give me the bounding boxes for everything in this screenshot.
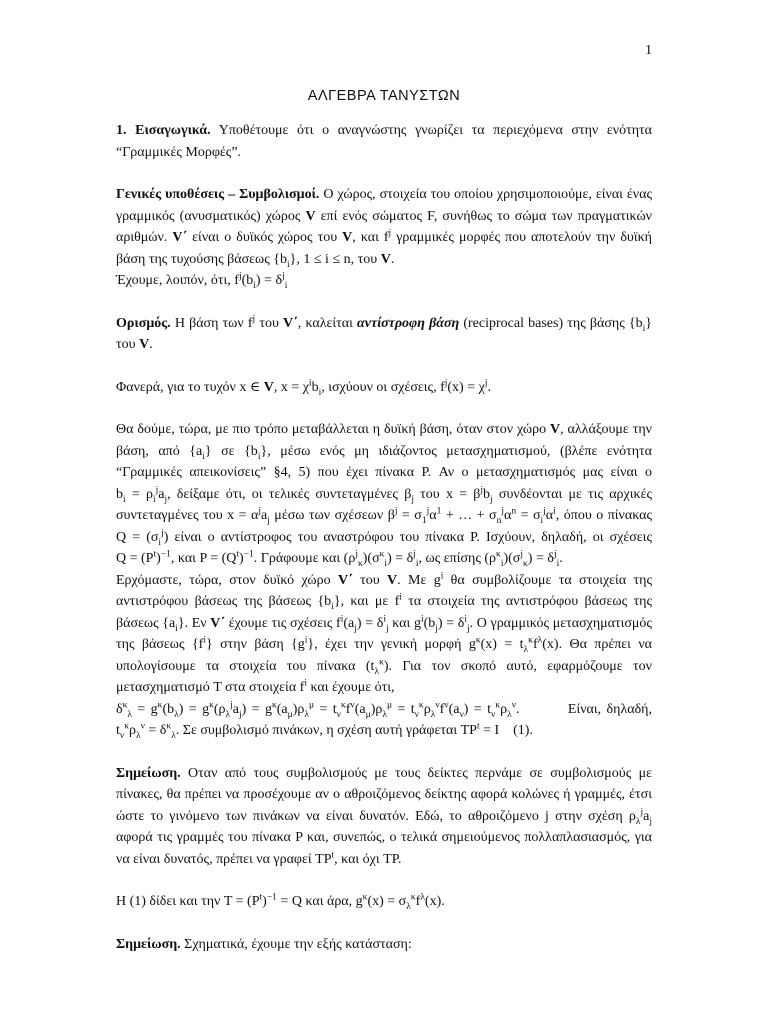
definition-term: αντίστροφη βάση (357, 315, 460, 331)
page-number: 1 (645, 43, 652, 58)
assumptions-heading: Γενικές υποθέσεις – Συμβολισμοί. (116, 187, 320, 202)
intro-heading: 1. Εισαγωγικά. (116, 123, 211, 138)
note1-paragraph: Σημείωση. Οταν από τους συμβολισμούς με τους δείκτες περνάμε σε συμβολισμούς με πίνακες, θα πρέπει να προσέχουμε αν ο αθροιζόμενος δείκτης αφορά κολώνες ή γραμμές, έτσι ώστε το γινόμενο των πινάκων να είναι δυνατόν. Εδώ, το αθροιζόμενο j στην σχέση $\rho_\lambda^ja_j$ αφορά τις γραμμές του πίνακα P και, συνεπώς, ο τελικά σημειούμενος πολλαπλασιασμός, για να είναι δυνατός, πρέπει να γραφεί $TP^t$, και όχι TP. (116, 765, 652, 867)
assumptions-paragraph: Γενικές υποθέσεις – Συμβολισμοί. Ο χώρος, στοιχεία του οποίου χρησιμοποιούμε, είναι ένας γραμμικός (ανυσματικός) χώρος V επί ενός σώματος F, συνήθως το σώμα των πραγματικών αριθμών. V΄ είναι ο δυϊκός χώρος του V, και $f^j$ γραμμικές μορφές που αποτελούν την δυϊκή βάση της τυχούσης βάσεως $\{b_i\}$, 1 ≤ i ≤ n, του V. (116, 187, 652, 270)
change-of-basis-paragraph: Θα δούμε, τώρα, με πιο τρόπο μεταβάλλεται η δυϊκή βάση, όταν στον χώρο V, αλλάξουμε την βάση, από $\{a_i\}$ σε $\{b_i\}$, μέσω ενός μη ιδιάζοντος μετασχηματισμού, (βλέπε ενότητα “Γραμμικές απεικονίσεις” §4, 5) που έχει πίνακα P. Αν ο μετασχηματισμός μας είναι ο $b_i = \rho_i^ja_j$, δείξαμε ότι, οι τελικές συντεταγμένες $\beta_j$ του $x = \beta^jb_j$ συνδέονται με τις αρχικές συντεταγμένες του $x = \alpha^ja_j$ μέσω των σχέσεων $\beta^j = \sigma_1^j\alpha^1$ + … + $\sigma_n^j\alpha^n = \sigma_i^j\alpha^i$, όπου ο πίνακας $Q = (\sigma_i^j)$ είναι ο αντίστροφος του αναστρόφου του πίνακα P. Ισχύουν, δηλαδή, οι σχέσεις $Q = (P^t)^{-1}$, και $P = (Q^t)^{-1}$. Γράφουμε και $(\rho^j_\kappa)(\sigma^\kappa_i) = \delta^j_i$, ως επίσης $(\rho^\kappa_i)(\sigma^j_\kappa) = \delta^j_i$. (116, 422, 653, 569)
definition-heading: Ορισμός. (116, 315, 171, 331)
h1-paragraph: Η (1) δίδει και την $T = (P^t)^{-1} = Q$ και άρα, $g^\kappa(x) = \sigma_\lambda^\kappa f^\lambda(x)$. (116, 892, 445, 912)
note2-heading: Σημείωση. (116, 936, 181, 952)
note1-heading: Σημείωση. (116, 765, 181, 781)
document-body (116, 120, 652, 955)
dual-space-paragraph: Ερχόμαστε, τώρα, στον δυϊκό χώρο V΄ του V. Με $g^i$ θα συμβολίζουμε τα στοιχεία της αντιστρόφου βάσεως της βάσεως $\{b_i\}$, και με $f^i$ τα στοιχεία της αντιστρόφου βάσεως της βάσεως $\{a_i\}$. Εν V΄ έχουμε τις σχέσεις $f^i(a_j) = \delta^i_j$ και $g^i(b_j) = \delta^i_j$. Ο γραμμικός μετασχηματισμός της βάσεως $\{f^i\}$ στην βάση $\{g^i\}$, έχει την γενική μορφή $g^\kappa(x) = t_\lambda^\kappa f^\lambda(x)$. Θα πρέπει να υπολογίσουμε τα στοιχεία του πίνακα $(t_\lambda^\kappa)$. Για τον σκοπό αυτό, εφαρμόζουμε τον μετασχηματισμό T στα στοιχεία $f^i$ και έχουμε ότι, $\delta^\kappa_\lambda = g^\kappa(b_\lambda) = g^\kappa(\rho_\lambda^ja_j) = g^\kappa(a_\mu)\rho_\lambda^\mu = t_\nu^\kappa f^\nu(a_\mu)\rho_\lambda^\mu = t_\nu^\kappa\rho_\lambda^\nu f^\nu(a_\nu) = t_\nu^\kappa\rho_\lambda^\nu$. Είναι, δηλαδή, $t_\nu^\kappa\rho_\lambda^\nu = \delta^\kappa_\lambda$. Σε συμβολισμό πινάκων, η σχέση αυτή γράφεται $TP^t = I$ (1). (116, 570, 653, 741)
definition-paragraph: Ορισμός. Η βάση των $f^j$ του V΄, καλείται αντίστροφη βάση (reciprocal bases) της βάσης $\{b_i\}$ του V. (116, 313, 652, 352)
page-title: ΑΛΓΕΒΡΑ ΤΑΝΥΣΤΩΝ (307, 88, 461, 104)
intro-paragraph: 1. Εισαγωγικά. Υποθέτουμε ότι ο αναγνώστης γνωρίζει τα περιεχόμενα στην ενότητα “Γραμμικές Μορφές”. (116, 123, 652, 160)
fanera-paragraph: Φανερά, για το τυχόν x ∈ V, $x = \chi^ib_i$, ισχύουν οι σχέσεις, $f^j(x) = \chi^j$. (116, 377, 491, 398)
assumptions-line2: Έχουμε, λοιπόν, ότι, $f^j(b_i) = \delta^j_i$ (116, 271, 288, 291)
note2-paragraph: Σημείωση. Σχηματικά, έχουμε την εξής κατάσταση: (116, 936, 412, 952)
